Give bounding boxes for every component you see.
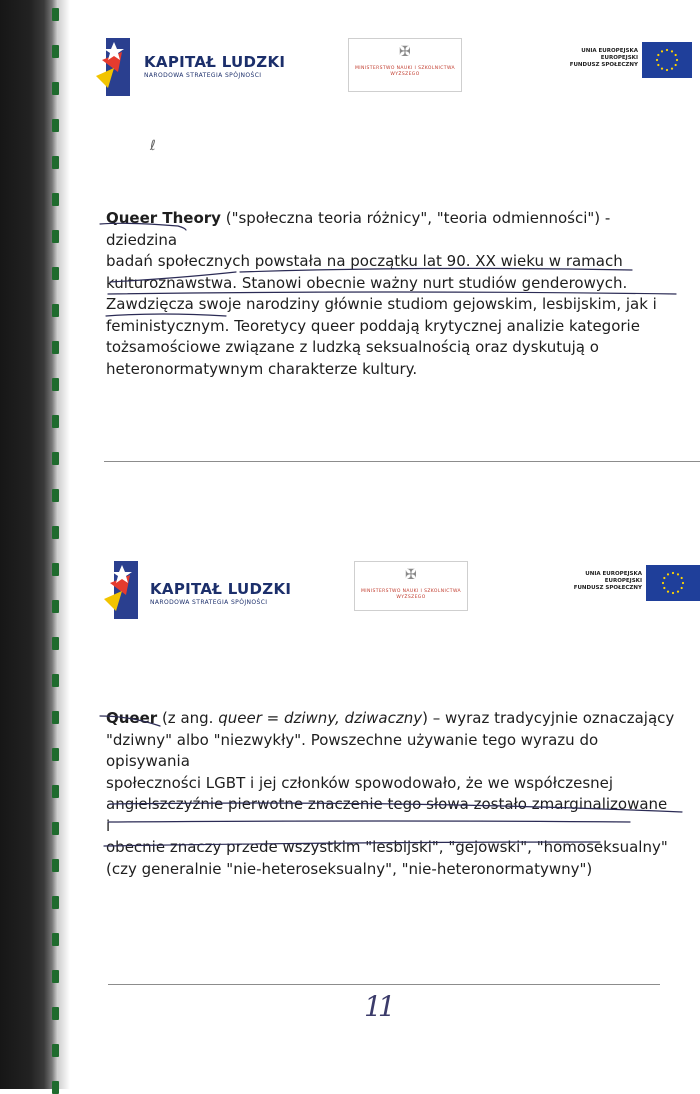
kapital-ludzki-title: KAPITAŁ LUDZKI (150, 580, 292, 598)
header-logos-1 (0, 38, 700, 108)
eu-star-icon (681, 577, 683, 579)
eu-star-icon (657, 54, 659, 56)
binding-tooth (52, 711, 59, 724)
page-shadow (58, 0, 70, 1089)
eu-caption-line3: FUNDUSZ SPOŁECZNY (569, 62, 638, 68)
queer-definition-paragraph (106, 708, 676, 880)
eu-caption-line2: EUROPEJSKI (600, 55, 638, 61)
text-line: kulturoznawstwa. Stanowi obecnie ważny nurt studiów genderowych. (106, 273, 628, 292)
binding-tooth (52, 933, 59, 946)
binding-tooth (52, 267, 59, 280)
eu-flag-icon (646, 565, 700, 601)
text-line: feministycznym. Teoretycy queer poddają krytycznej analizie kategorie (106, 316, 640, 335)
binding-tooth (52, 526, 59, 539)
kapital-ludzki-subtitle: NARODOWA STRATEGIA SPÓJNOŚCI (144, 72, 262, 79)
eu-caption (540, 48, 638, 69)
eu-star-icon (667, 573, 669, 575)
binding-tooth (52, 304, 59, 317)
eu-star-icon (671, 68, 673, 70)
binding-tooth (52, 1081, 59, 1094)
eu-star-icon (667, 591, 669, 593)
eu-star-icon (657, 64, 659, 66)
binding-tooth (52, 748, 59, 761)
eu-star-icon (661, 68, 663, 70)
eagle-emblem-icon: ✠ (399, 44, 411, 60)
kapital-ludzki-title: KAPITAŁ LUDZKI (144, 53, 286, 71)
eu-star-icon (676, 59, 678, 61)
page-number: 11 (364, 990, 392, 1023)
text-line: Queer (z ang. queer = dziwny, dziwaczny) – wyraz tradycyjnie oznaczający (106, 709, 675, 727)
text-line: angielszczyźnie pierwotne znaczenie tego słowa zostało zmarginalizowane i (106, 795, 668, 835)
header-logos-2 (0, 561, 700, 631)
stray-pen-mark: ℓ (150, 138, 156, 154)
kapital-ludzki-subtitle: NARODOWA STRATEGIA SPÓJNOŚCI (150, 599, 268, 606)
eu-star-icon (666, 69, 668, 71)
eu-star-icon (682, 582, 684, 584)
binding-tooth (52, 193, 59, 206)
text-line: obecnie znaczy przede wszystkim "lesbijski", "gejowski", "homoseksualny" (106, 838, 668, 856)
eu-flag-icon (642, 42, 692, 78)
eu-star-icon (661, 50, 663, 52)
eu-star-icon (681, 587, 683, 589)
ministry-logo-text: MINISTERSTWO NAUKI I SZKOLNICTWA WYŻSZEGO (354, 66, 456, 77)
eu-star-icon (663, 577, 665, 579)
text-line: Zawdzięcza swoje narodziny głównie studiom gejowskim, lesbijskim, jak i (106, 295, 657, 313)
text-line: heteronormatywnym charakterze kultury. (106, 359, 418, 378)
eu-caption-line3: FUNDUSZ SPOŁECZNY (573, 585, 642, 591)
binding-tooth (52, 970, 59, 983)
binding-tooth (52, 341, 59, 354)
binding-tooth (52, 156, 59, 169)
footer-divider (108, 984, 660, 985)
binding-tooth (52, 896, 59, 909)
text-line: "dziwny" albo "niezwykły". Powszechne używanie tego wyrazu do opisywania (106, 730, 599, 770)
eu-star-icon (672, 592, 674, 594)
ministry-logo (348, 38, 462, 92)
binding-tooth (52, 489, 59, 502)
eu-star-icon (672, 572, 674, 574)
binding-tooth (52, 452, 59, 465)
binding-tooth (52, 230, 59, 243)
eu-stars (646, 565, 700, 601)
eu-star-icon (663, 587, 665, 589)
eu-caption (544, 571, 642, 592)
binding-tooth (52, 119, 59, 132)
binding-tooth (52, 8, 59, 21)
eu-star-icon (677, 573, 679, 575)
eu-star-icon (671, 50, 673, 52)
eu-star-icon (677, 591, 679, 593)
eu-star-icon (666, 49, 668, 51)
text-line: tożsamościowe związane z ludzką seksualnością oraz dyskutują o (106, 338, 599, 356)
text-line: Queer Theory ("społeczna teoria różnicy", "teoria odmienności") - dziedzina (106, 209, 611, 249)
eu-caption-line1: UNIA EUROPEJSKA (585, 571, 642, 577)
text-line: badań społecznych powstała na początku lat 90. XX wieku w ramach (106, 252, 623, 270)
binding-tooth (52, 1044, 59, 1057)
queer-theory-paragraph (106, 208, 676, 380)
binding-tooth (52, 785, 59, 798)
eu-caption-line1: UNIA EUROPEJSKA (581, 48, 638, 54)
binding-tooth (52, 674, 59, 687)
eu-star-icon (662, 582, 664, 584)
binding-tooth (52, 415, 59, 428)
eu-star-icon (656, 59, 658, 61)
ministry-logo-text: MINISTERSTWO NAUKI I SZKOLNICTWA WYŻSZEGO (360, 589, 462, 600)
kapital-ludzki-logo-icon (96, 38, 130, 96)
scan-binding-edge (0, 0, 58, 1089)
term-queer-theory: Queer Theory (106, 209, 221, 227)
binding-tooth (52, 1007, 59, 1020)
binding-tooth (52, 637, 59, 650)
eagle-emblem-icon: ✠ (405, 567, 417, 583)
eu-star-icon (675, 54, 677, 56)
binding-tooth (52, 378, 59, 391)
section-divider (104, 461, 700, 462)
term-queer: Queer (106, 709, 158, 727)
text-line: (czy generalnie "nie-heteroseksualny", "nie-heteronormatywny") (106, 859, 593, 878)
eu-caption-line2: EUROPEJSKI (604, 578, 642, 584)
binding-tooth (52, 822, 59, 835)
eu-star-icon (675, 64, 677, 66)
kapital-ludzki-logo-icon (104, 561, 138, 619)
eu-stars (642, 42, 692, 78)
ministry-logo (354, 561, 468, 611)
binding-tooth (52, 859, 59, 872)
text-line: społeczności LGBT i jej członków spowodowało, że we współczesnej (106, 773, 614, 792)
